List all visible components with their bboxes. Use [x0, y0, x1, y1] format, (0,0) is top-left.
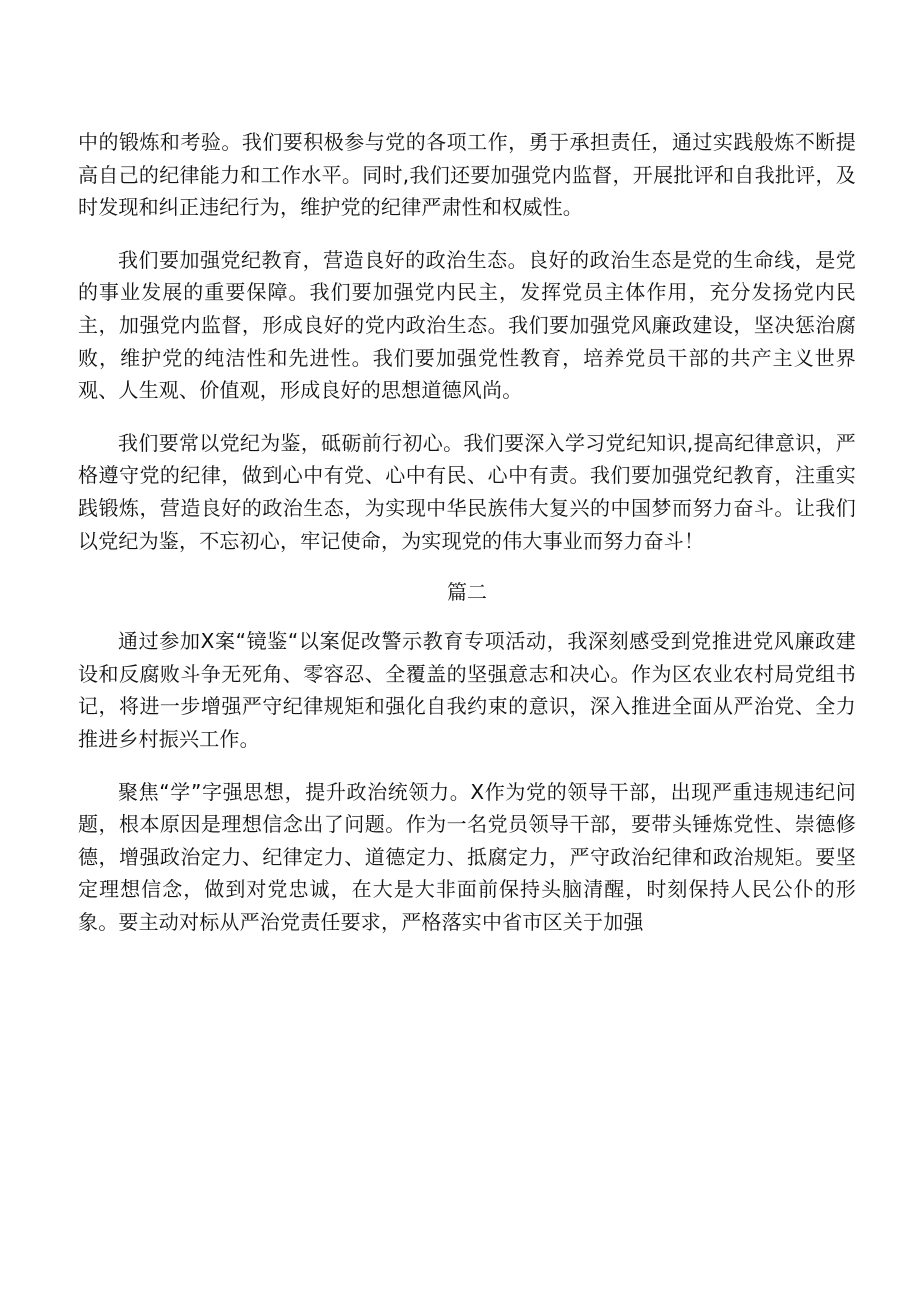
- paragraph: 聚焦“学”字强思想，提升政治统领力。X作为党的领导干部，出现严重违规违纪问题，根本原因是理想信念出了问题。作为一名党员领导干部，要带头锤炼党性、崇德修德，增强政治定力、纪律定力、道德定力、抵腐定力，严守政治纪律和政治规矩。要坚定理想信念，做到对党忠诚，在大是大非面前保持头脑清醒，时刻保持人民公仆的形象。要主动对标从严治党责任要求，严格落实中省市区关于加强: [78, 779, 856, 934]
- paragraph: 我们要加强党纪教育，营造良好的政治生态。良好的政治生态是党的生命线，是党的事业发展的重要保障。我们要加强党内民主，发挥党员主体作用，充分发扬党内民主，加强党内监督，形成良好的党内政治生态。我们要加强党风廉政建设，坚决惩治腐败，维护党的纯洁性和先进性。我们要加强党性教育，培养党员干部的共产主义世界观、人生观、价值观，形成良好的思想道德风尚。: [78, 247, 856, 403]
- paragraph: 通过参加X案“镜鉴“以案促改警示教育专项活动，我深刻感受到党推进党风廉政建设和反腐败斗争无死角、零容忍、全覆盖的坚强意志和决心。作为区农业农村局党组书记，将进一步增强严守纪律规矩和强化自我约束的意识，深入推进全面从严治党、全力推进乡村振兴工作。: [78, 629, 856, 751]
- paragraph: 我们要常以党纪为鉴，砥砺前行初心。我们要深入学习党纪知识,提高纪律意识，严格遵守党的纪律，做到心中有党、心中有民、心中有责。我们要加强党纪教育，注重实践锻炼，营造良好的政治生态，为实现中华民族伟大复兴的中国梦而努力奋斗。让我们以党纪为鉴，不忘初心，牢记使命，为实现党的伟大事业而努力奋斗！: [78, 430, 856, 553]
- section-heading: 篇二: [447, 580, 487, 605]
- paragraph: 中的锻炼和考验。我们要积极参与党的各项工作，勇于承担责任，通过实践般炼不断提高自己的纪律能力和工作水平。同时,我们还要加强党内监督，开展批评和自我批评，及时发现和纠正违纪行为，维护党的纪律严肃性和权威性。: [78, 130, 856, 220]
- document-body: [78, 126, 856, 938]
